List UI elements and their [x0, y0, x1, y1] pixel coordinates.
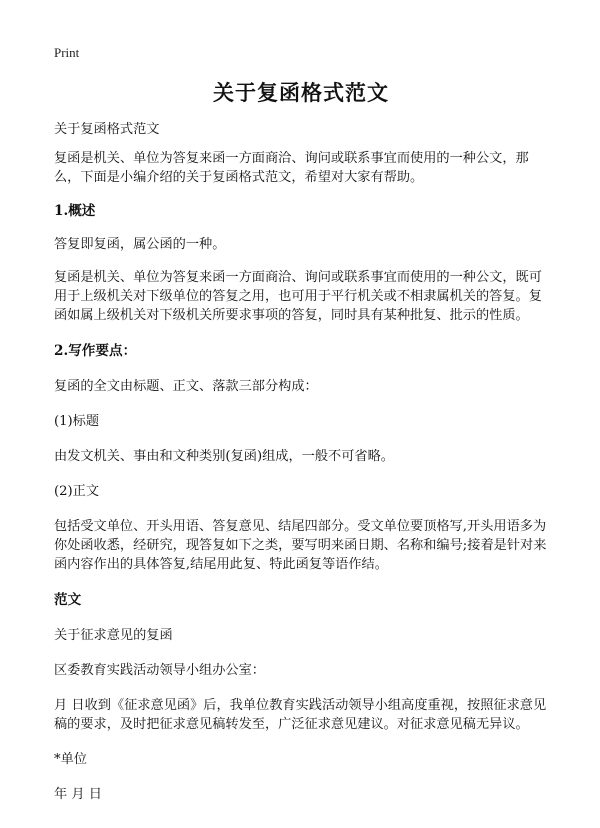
- sample-title: 关于征求意见的复函: [54, 628, 173, 643]
- section-heading-writing-points: 2.写作要点：: [54, 343, 137, 359]
- subsection-label-title: (1)标题: [54, 414, 100, 429]
- section-heading-overview: 1.概述: [54, 203, 96, 219]
- subsection-label-body: (2)正文: [54, 484, 100, 499]
- sample-signature: *单位: [54, 752, 87, 767]
- page-title: 关于复函格式范文: [213, 81, 389, 105]
- print-link[interactable]: Print: [54, 45, 80, 60]
- writing-points-paragraph: 复函的全文由标题、正文、落款三部分构成：: [54, 379, 318, 394]
- subsection-text-title: 由发文机关、事由和文种类别(复函)组成，一般不可省略。: [54, 449, 394, 464]
- intro-paragraph: 复函是机关、单位为答复来函一方面商洽、询问或联系事宜而使用的一种公文，那么，下面是小编介绍的关于复函格式范文，希望对大家有帮助。: [54, 151, 529, 185]
- sample-date: 年 月 日: [54, 787, 102, 802]
- sample-body: 月 日收到《征求意见函》后，我单位教育实践活动领导小组高度重视，按照征求意见稿的要求，及时把征求意见稿转发至，广泛征求意见建议。对征求意见稿无异议。: [54, 698, 547, 732]
- overview-paragraph-1: 答复即复函，属公函的一种。: [54, 237, 226, 252]
- sample-recipient: 区委教育实践活动领导小组办公室：: [54, 663, 265, 678]
- subsection-text-body: 包括受文单位、开头用语、答复意见、结尾四部分。受文单位要顶格写,开头用语多为你处函收悉，经研究，现答复如下之类，要写明来函日期、名称和编号;接着是针对来函内容作出的具体答复,结尾用此复、特此函复等语作结。: [54, 519, 547, 572]
- overview-paragraph-2: 复函是机关、单位为答复来函一方面商洽、询问或联系事宜而使用的一种公文，既可用于上级机关对下级单位的答复之用，也可用于平行机关或不相隶属机关的答复。复函如属上级机关对下级机关所要求事项的答复，同时具有某种批复、批示的性质。: [54, 270, 542, 323]
- document-subtitle: 关于复函格式范文: [54, 122, 160, 137]
- section-heading-sample: 范文: [54, 592, 82, 608]
